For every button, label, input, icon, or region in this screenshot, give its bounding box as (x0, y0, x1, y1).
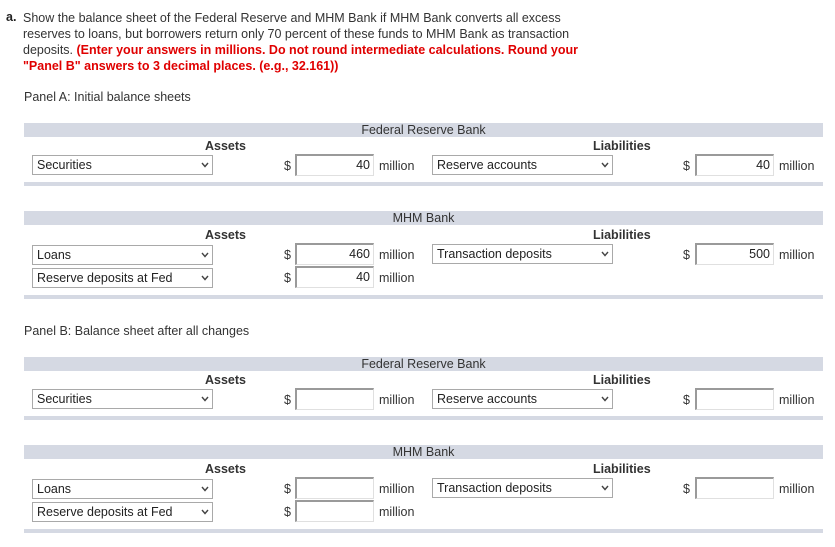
panel-b-fed-liability-select[interactable]: Reserve accounts (432, 389, 613, 409)
currency-symbol: $ (284, 248, 291, 262)
panel-b-fed-liability-amount[interactable] (695, 388, 774, 410)
chevron-down-icon (201, 251, 209, 259)
panel-a-fed-asset-amount[interactable]: 40 (295, 154, 374, 176)
unit-label: million (379, 482, 415, 496)
panel-a-title: Panel A: Initial balance sheets (24, 90, 191, 104)
panel-b-title: Panel B: Balance sheet after all changes (24, 324, 250, 338)
chevron-down-icon (601, 484, 609, 492)
unit-label: million (379, 159, 415, 173)
panel-b-mhm-asset-amount-1[interactable] (295, 477, 374, 499)
currency-symbol: $ (683, 248, 690, 262)
panel-b-fed-title: Federal Reserve Bank (361, 357, 486, 371)
panel-a-mhm-title: MHM Bank (392, 211, 455, 225)
question-label: a. (6, 10, 17, 24)
question-line-1: Show the balance sheet of the Federal Reserve and MHM Bank if MHM Bank converts all excess (23, 11, 561, 25)
panel-a-fed-liability-select[interactable]: Reserve accounts (432, 155, 613, 175)
panel-b-fed-liabilities-header: Liabilities (593, 373, 651, 387)
chevron-down-icon (201, 161, 209, 169)
panel-a-mhm-liability-amount[interactable]: 500 (695, 243, 774, 265)
panel-b-fed-asset-select[interactable]: Securities (32, 389, 213, 409)
panel-b-mhm-liability-select[interactable]: Transaction deposits (432, 478, 613, 498)
currency-symbol: $ (683, 482, 690, 496)
panel-b-fed-asset-amount[interactable] (295, 388, 374, 410)
panel-b-fed-footer-bar (24, 416, 823, 420)
chevron-down-icon (601, 250, 609, 258)
unit-label: million (379, 248, 415, 262)
currency-symbol: $ (284, 271, 291, 285)
currency-symbol: $ (683, 393, 690, 407)
panel-a-mhm-asset-amount-2[interactable]: 40 (295, 266, 374, 288)
panel-b-mhm-liability-amount[interactable] (695, 477, 774, 499)
panel-a-fed-assets-header: Assets (205, 139, 246, 153)
instruction-text-1: (Enter your answers in millions. Do not round intermediate calculations. Round your (76, 43, 578, 57)
unit-label: million (779, 159, 815, 173)
panel-b-fed-header-bar (24, 357, 823, 371)
currency-symbol: $ (284, 505, 291, 519)
panel-b-mhm-footer-bar (24, 529, 823, 533)
unit-label: million (779, 393, 815, 407)
unit-label: million (779, 248, 815, 262)
unit-label: million (379, 505, 415, 519)
panel-a-fed-liabilities-header: Liabilities (593, 139, 651, 153)
question-line-3-plain: deposits. (23, 43, 74, 57)
panel-a-fed-liability-amount[interactable]: 40 (695, 154, 774, 176)
instruction-text-2: "Panel B" answers to 3 decimal places. (e.g., 32.161)) (23, 59, 339, 73)
panel-a-mhm-footer-bar (24, 295, 823, 299)
panel-a-fed-footer-bar (24, 182, 823, 186)
currency-symbol: $ (284, 393, 291, 407)
panel-b-mhm-title: MHM Bank (392, 445, 455, 459)
panel-b-mhm-assets-header: Assets (205, 462, 246, 476)
unit-label: million (779, 482, 815, 496)
chevron-down-icon (201, 395, 209, 403)
chevron-down-icon (201, 485, 209, 493)
currency-symbol: $ (284, 159, 291, 173)
question-line-2: reserves to loans, but borrowers return only 70 percent of these funds to MHM Bank as transaction (23, 27, 570, 41)
panel-b-mhm-asset-amount-2[interactable] (295, 500, 374, 522)
panel-a-mhm-asset-amount-1[interactable]: 460 (295, 243, 374, 265)
unit-label: million (379, 271, 415, 285)
question-line-3 (23, 42, 578, 58)
panel-a-fed-title: Federal Reserve Bank (361, 123, 486, 137)
panel-a-mhm-assets-header: Assets (205, 228, 246, 242)
currency-symbol: $ (284, 482, 291, 496)
panel-a-fed-asset-select[interactable]: Securities (32, 155, 213, 175)
panel-a-fed-header-bar (24, 123, 823, 137)
panel-b-mhm-asset-select-1[interactable]: Loans (32, 479, 213, 499)
currency-symbol: $ (683, 159, 690, 173)
panel-b-mhm-asset-select-2[interactable]: Reserve deposits at Fed (32, 502, 213, 522)
panel-b-mhm-liabilities-header: Liabilities (593, 462, 651, 476)
unit-label: million (379, 393, 415, 407)
panel-a-mhm-liability-select[interactable]: Transaction deposits (432, 244, 613, 264)
panel-a-mhm-liabilities-header: Liabilities (593, 228, 651, 242)
chevron-down-icon (601, 395, 609, 403)
chevron-down-icon (201, 274, 209, 282)
panel-a-mhm-asset-select-1[interactable]: Loans (32, 245, 213, 265)
panel-a-mhm-asset-select-2[interactable]: Reserve deposits at Fed (32, 268, 213, 288)
panel-b-fed-assets-header: Assets (205, 373, 246, 387)
panel-a-mhm-header-bar (24, 211, 823, 225)
panel-b-mhm-header-bar (24, 445, 823, 459)
chevron-down-icon (601, 161, 609, 169)
chevron-down-icon (201, 508, 209, 516)
